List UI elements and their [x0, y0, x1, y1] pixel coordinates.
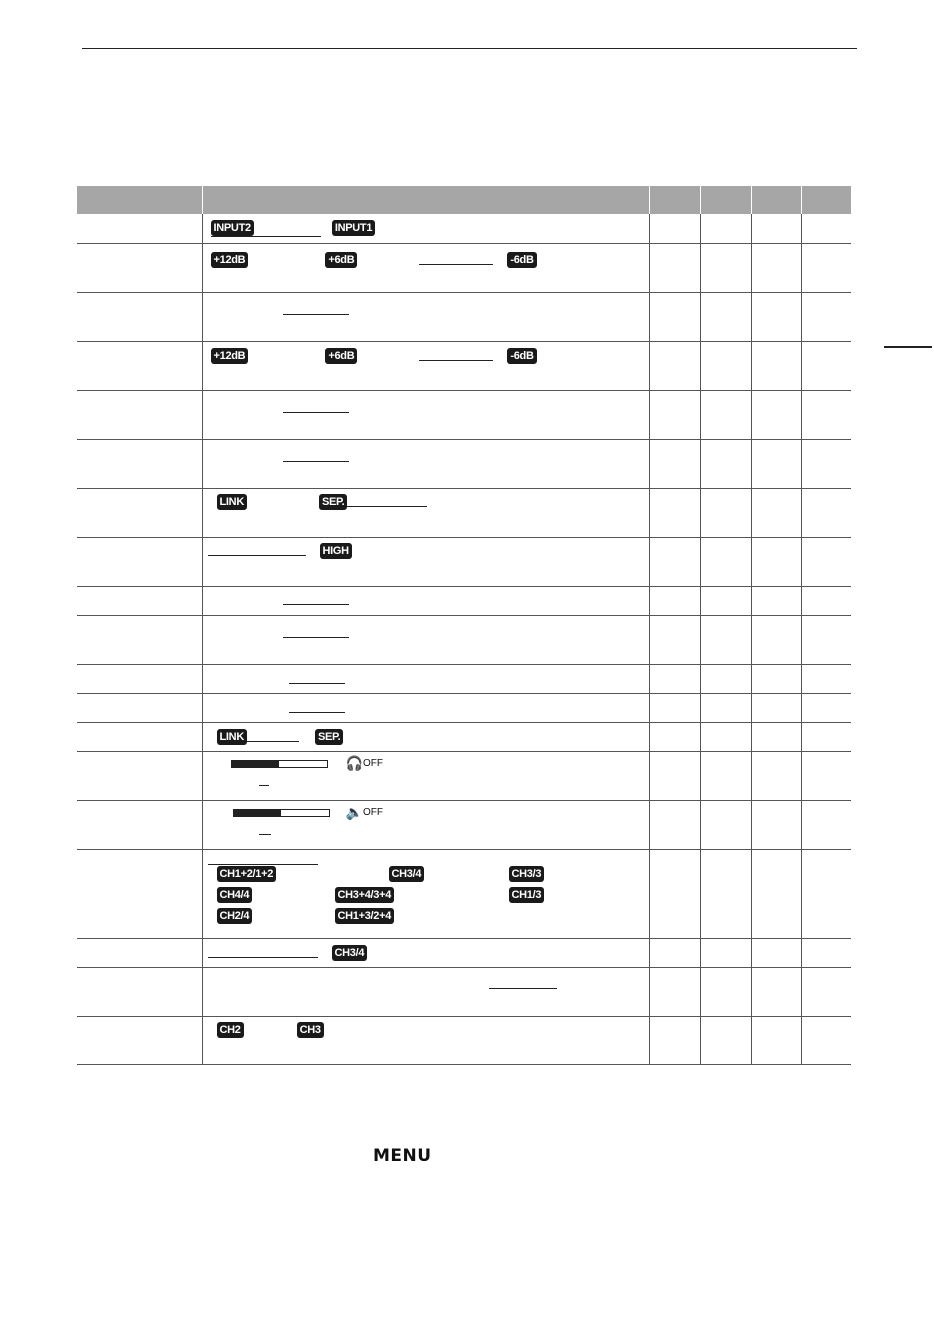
table-row [77, 693, 851, 722]
ch-2-icon: CH2 [217, 1022, 244, 1038]
ch-3-3-icon: CH3/3 [509, 866, 545, 882]
input2-icon: INPUT2 [211, 220, 254, 236]
ch-4-4-icon: CH4/4 [217, 887, 253, 903]
table-row [77, 537, 851, 586]
sep-icon: SEP. [315, 729, 343, 745]
table-row [77, 390, 851, 439]
table-row [77, 488, 851, 537]
high-icon: HIGH [320, 543, 352, 559]
headphones-volume-bar [231, 760, 328, 768]
header-col-a [649, 186, 700, 214]
menu-options-table [77, 186, 851, 1065]
gain-plus6db-icon: +6dB [325, 252, 357, 268]
table-row [77, 849, 851, 938]
ch-1-3-icon: CH1/3 [509, 887, 545, 903]
link-icon: LINK [217, 729, 247, 745]
header-col-d [801, 186, 851, 214]
header-menu-item [77, 186, 202, 214]
ch-1p3-icon: CH1+3/2+4 [335, 908, 395, 924]
table-row [77, 722, 851, 751]
speaker-volume-bar [233, 809, 330, 817]
gain-minus6db-icon: -6dB [507, 252, 536, 268]
gain-minus6db-icon: -6dB [507, 348, 536, 364]
table-row [77, 292, 851, 341]
table-row [77, 439, 851, 488]
speaker-off-label: OFF [362, 807, 383, 818]
table-row [77, 967, 851, 1016]
headphones-icon: 🎧 [345, 755, 363, 772]
header-col-b [700, 186, 751, 214]
gain-plus12db-icon: +12dB [211, 252, 249, 268]
headphones-off-label: OFF [362, 758, 383, 769]
table-row [77, 214, 851, 243]
header-setting-options [202, 186, 649, 214]
input1-icon: INPUT1 [332, 220, 375, 236]
table-row [77, 615, 851, 664]
ch-1p2-icon: CH1+2/1+2 [217, 866, 277, 882]
ch-2-4-icon: CH2/4 [217, 908, 253, 924]
table-row [77, 586, 851, 615]
ch-3-4-icon: CH3/4 [389, 866, 425, 882]
gain-plus6db-icon: +6dB [325, 348, 357, 364]
ch-3p4-icon: CH3+4/3+4 [335, 887, 395, 903]
link-icon: LINK [217, 494, 247, 510]
header-rule [82, 48, 857, 49]
table-header [77, 186, 851, 214]
header-col-c [751, 186, 801, 214]
sep-icon: SEP. [319, 494, 347, 510]
ch-3-icon: CH3 [297, 1022, 324, 1038]
table-row [77, 1016, 851, 1064]
table-row [77, 243, 851, 292]
table-row [77, 341, 851, 390]
table-row [77, 938, 851, 967]
gain-plus12db-icon: +12dB [211, 348, 249, 364]
table-row [77, 800, 851, 849]
ch-3-4-icon: CH3/4 [332, 945, 368, 961]
speaker-icon: 🔈 [345, 804, 363, 821]
menu-button-label: MENU [373, 1146, 432, 1166]
side-tab-marker [884, 346, 932, 348]
table-row [77, 664, 851, 693]
table-row [77, 751, 851, 800]
